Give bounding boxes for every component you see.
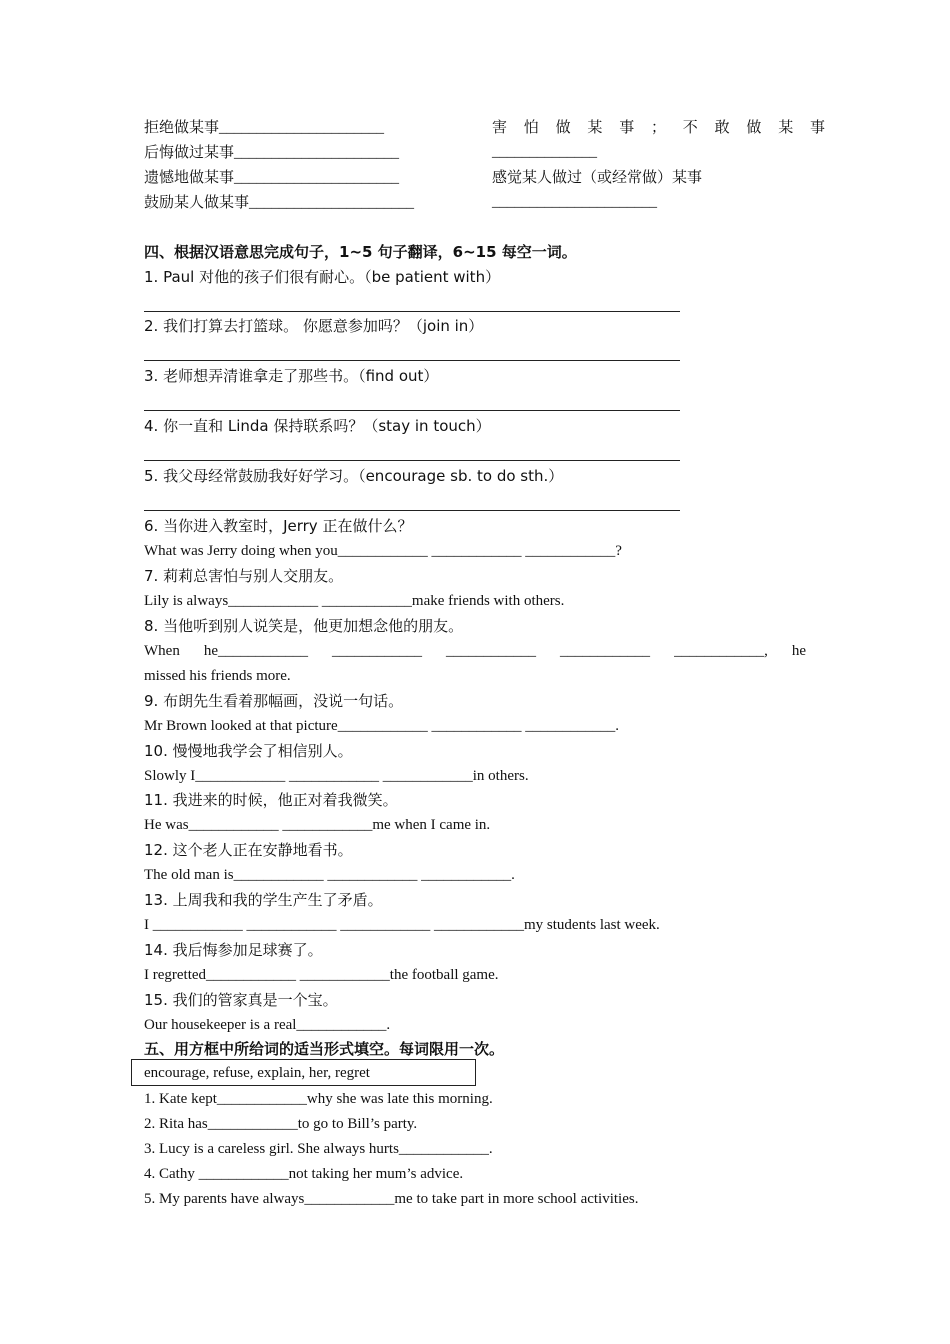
phrase-encourage <box>144 192 414 213</box>
question-15-en[interactable]: Our housekeeper is a real____________. <box>144 1017 391 1033</box>
answer-line-4[interactable] <box>144 460 680 461</box>
answer-line-1[interactable] <box>144 311 680 312</box>
phrase-label: 遗憾地做某事 <box>144 168 235 186</box>
translation-2: 2. 我们打算去打篮球。 你愿意参加吗？（join in） <box>144 317 484 335</box>
phrase-afraid-blank[interactable]: ______________ <box>492 144 597 160</box>
phrase-feel-sb-do: 感觉某人做过（或经常做）某事 <box>492 168 703 186</box>
question-10-zh: 10. 慢慢地我学会了相信别人。 <box>144 742 353 760</box>
question-7-en[interactable]: Lily is always____________ ____________make friends with others. <box>144 593 565 609</box>
question-7-zh: 7. 莉莉总害怕与别人交朋友。 <box>144 567 344 585</box>
question-9-en[interactable]: Mr Brown looked at that picture____________ ____________ ____________. <box>144 718 619 734</box>
phrase-afraid: 害怕做某事；不敢做某事 <box>492 118 842 136</box>
phrase-refuse <box>144 117 384 138</box>
phrase-blank[interactable]: ______________________ <box>219 120 385 136</box>
answer-line-3[interactable] <box>144 410 680 411</box>
translation-5: 5. 我父母经常鼓励我好好学习。（encourage sb. to do sth.） <box>144 467 564 485</box>
phrase-regret-done <box>144 142 399 163</box>
section-4-heading: 四、根据汉语意思完成句子，1~5 句子翻译，6~15 每空一词。 <box>144 243 577 261</box>
answer-line-5[interactable] <box>144 510 680 511</box>
question-9-zh: 9. 布朗先生看着那幅画，没说一句话。 <box>144 692 404 710</box>
answer-line-2[interactable] <box>144 360 680 361</box>
question-14-zh: 14. 我后悔参加足球赛了。 <box>144 941 323 959</box>
question-6-zh: 6. 当你进入教室时，Jerry 正在做什么？ <box>144 517 413 535</box>
translation-3: 3. 老师想弄清谁拿走了那些书。（find out） <box>144 367 439 385</box>
section-5-heading: 五、用方框中所给词的适当形式填空。每词限用一次。 <box>144 1040 505 1058</box>
fill-item-5[interactable]: 5. My parents have always____________me to take part in more school activities. <box>144 1191 639 1207</box>
translation-1: 1. Paul 对他的孩子们很有耐心。（be patient with） <box>144 268 501 286</box>
translation-4: 4. 你一直和 Linda 保持联系吗？（stay in touch） <box>144 417 491 435</box>
phrase-blank[interactable]: ______________________ <box>234 170 400 186</box>
phrase-label: 鼓励某人做某事 <box>144 193 250 211</box>
question-12-zh: 12. 这个老人正在安静地看书。 <box>144 841 353 859</box>
question-6-en[interactable]: What was Jerry doing when you____________ ____________ ____________? <box>144 543 622 559</box>
phrase-blank[interactable]: ______________________ <box>234 145 400 161</box>
fill-item-4[interactable]: 4. Cathy ____________not taking her mum’s advice. <box>144 1166 464 1182</box>
fill-item-2[interactable]: 2. Rita has____________to go to Bill’s party. <box>144 1116 418 1132</box>
phrase-regret-to-do <box>144 167 399 188</box>
question-8-zh: 8. 当他听到别人说笑是，他更加想念他的朋友。 <box>144 617 464 635</box>
phrase-label: 拒绝做某事 <box>144 118 220 136</box>
question-11-en[interactable]: He was____________ ____________me when I came in. <box>144 817 491 833</box>
question-13-zh: 13. 上周我和我的学生产生了矛盾。 <box>144 891 383 909</box>
phrase-blank[interactable]: ______________________ <box>249 195 415 211</box>
question-11-zh: 11. 我进来的时候，他正对着我微笑。 <box>144 791 398 809</box>
question-15-zh: 15. 我们的管家真是一个宝。 <box>144 991 338 1009</box>
question-14-en[interactable]: I regretted____________ ____________the football game. <box>144 967 499 983</box>
fill-item-3[interactable]: 3. Lucy is a careless girl. She always hurts____________. <box>144 1141 493 1157</box>
phrase-label: 后悔做过某事 <box>144 143 235 161</box>
question-8-en[interactable]: When he____________ ____________ ____________ ____________ ____________, he <box>144 643 806 659</box>
question-12-en[interactable]: The old man is____________ ____________ ____________. <box>144 867 515 883</box>
fill-item-1[interactable]: 1. Kate kept____________why she was late this morning. <box>144 1091 493 1107</box>
question-10-en[interactable]: Slowly I____________ ____________ ____________in others. <box>144 768 529 784</box>
question-8-en-continued: missed his friends more. <box>144 668 291 684</box>
word-box-words: encourage, refuse, explain, her, regret <box>144 1065 370 1081</box>
phrase-feel-blank[interactable]: ______________________ <box>492 194 657 210</box>
question-13-en[interactable]: I ____________ ____________ ____________ ____________my students last week. <box>144 917 660 933</box>
word-box <box>131 1059 476 1086</box>
